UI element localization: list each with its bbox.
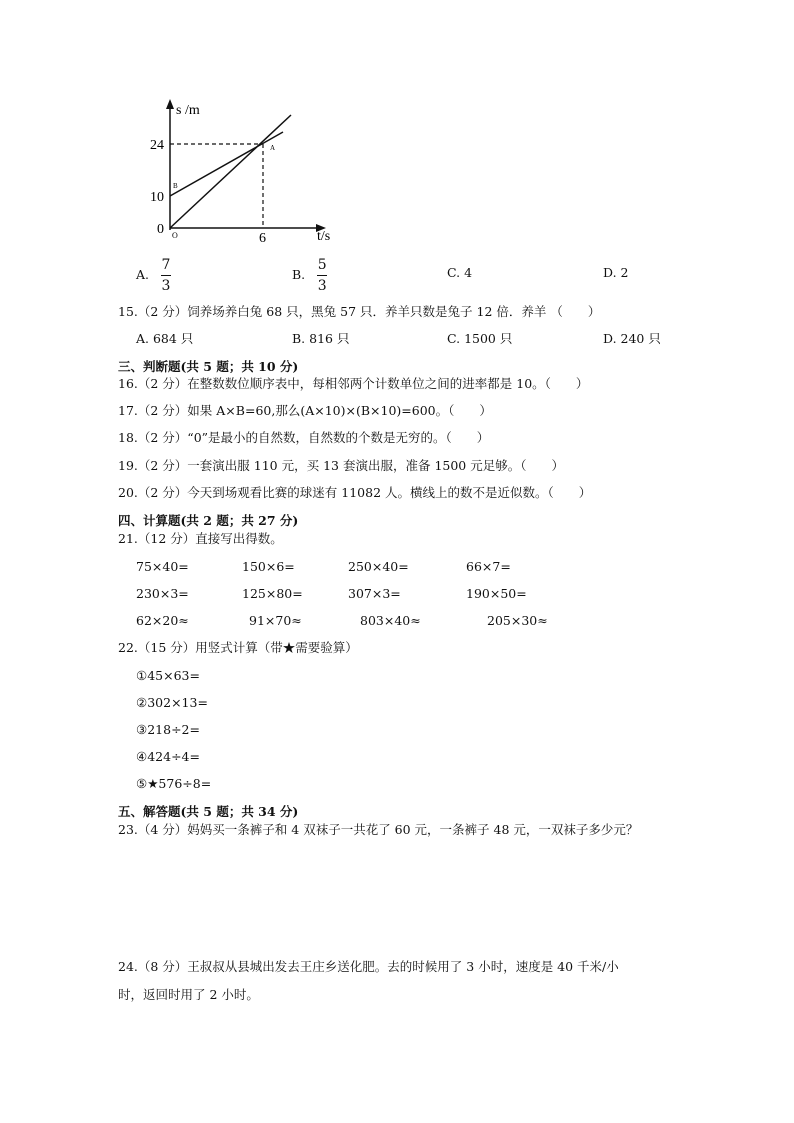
q14-option-a-letter: A. (136, 267, 150, 283)
vertical-calc-item: ①45×63= (136, 668, 200, 683)
q14-option-b-numerator: 5 (317, 257, 327, 273)
q14-option-b (292, 258, 327, 293)
q14-option-d: D. 2 (603, 265, 629, 280)
calc-item: 62×20≈ (136, 613, 189, 628)
point-b-label: B (173, 182, 178, 190)
origin-zero: 0 (157, 222, 164, 237)
calc-item: 230×3= (136, 586, 189, 601)
x-tick-6: 6 (259, 231, 266, 246)
calc-item: 205×30≈ (487, 613, 548, 628)
q14-option-b-letter: B. (292, 267, 306, 283)
y-axis-arrow (166, 99, 174, 109)
calc-item: 91×70≈ (249, 613, 302, 628)
q15-stem: 15.（2 分）饲养场养白兔 68 只，黑兔 57 只．养羊只数是兔子 12 倍．养羊 （ ） (118, 304, 601, 319)
q14-option-a-denominator: 3 (161, 278, 171, 294)
calc-item: 150×6= (242, 559, 295, 574)
section-4-heading: 四、计算题(共 2 题；共 27 分) (118, 513, 299, 528)
calc-item: 307×3= (348, 586, 401, 601)
q14-option-a-numerator: 7 (161, 257, 171, 273)
x-axis-label: t/s (317, 229, 331, 244)
q14-option-a-fraction (161, 258, 171, 293)
q15-option-b: B. 816 只 (292, 331, 350, 346)
vertical-calc-item: ⑤★576÷8= (136, 776, 212, 791)
q20-text: 20.（2 分）今天到场观看比赛的球迷有 11082 人。横线上的数不是近似数。（ ） (118, 485, 592, 500)
calc-item: 75×40= (136, 559, 189, 574)
q24-line-1: 24.（8 分）王叔叔从县城出发去王庄乡送化肥。去的时候用了 3 小时，速度是 40 千米/小 (118, 959, 619, 974)
calc-item: 190×50= (466, 586, 527, 601)
q16-text: 16.（2 分）在整数数位顺序表中，每相邻两个计数单位之间的进率都是 10。（ ） (118, 376, 589, 391)
q18-text: 18.（2 分）“0”是最小的自然数，自然数的个数是无穷的。（ ） (118, 430, 490, 445)
origin-o: O (172, 231, 178, 240)
calc-item: 125×80= (242, 586, 303, 601)
q14-option-b-fraction (317, 258, 327, 293)
q15-option-d: D. 240 只 (603, 331, 661, 346)
q22-text: 22.（15 分）用竖式计算（带★需要验算） (118, 640, 358, 655)
line-b (170, 132, 283, 196)
q14-option-c: C. 4 (447, 265, 473, 280)
y-tick-24: 24 (150, 138, 164, 153)
point-a-label: A (270, 144, 276, 152)
calc-item: 803×40≈ (360, 613, 421, 628)
vertical-calc-item: ②302×13= (136, 695, 208, 710)
vertical-calc-item: ③218÷2= (136, 722, 200, 737)
q15-option-c: C. 1500 只 (447, 331, 513, 346)
y-axis-label: s /m (176, 103, 200, 118)
distance-time-graph (140, 90, 400, 250)
calc-item: 250×40= (348, 559, 409, 574)
q15-option-a: A. 684 只 (136, 331, 194, 346)
q24-line-2: 时，返回时用了 2 小时。 (118, 987, 259, 1002)
y-tick-10: 10 (150, 190, 164, 205)
q14-option-a (136, 258, 171, 293)
q17-text: 17.（2 分）如果 A×B=60,那么(A×10)×(B×10)=600。（ ） (118, 403, 492, 418)
line-a (170, 115, 291, 228)
section-3-heading: 三、判断题(共 5 题；共 10 分) (118, 359, 299, 374)
calc-item: 66×7= (466, 559, 511, 574)
q19-text: 19.（2 分）一套演出服 110 元，买 13 套演出服，准备 1500 元足够。（ ） (118, 458, 564, 473)
vertical-calc-item: ④424÷4= (136, 749, 200, 764)
q14-option-b-denominator: 3 (317, 278, 327, 294)
section-5-heading: 五、解答题(共 5 题；共 34 分) (118, 804, 299, 819)
q21-text: 21.（12 分）直接写出得数。 (118, 531, 283, 546)
q23-text: 23.（4 分）妈妈买一条裤子和 4 双袜子一共花了 60 元，一条裤子 48 元，一双袜子多少元？ (118, 822, 639, 837)
